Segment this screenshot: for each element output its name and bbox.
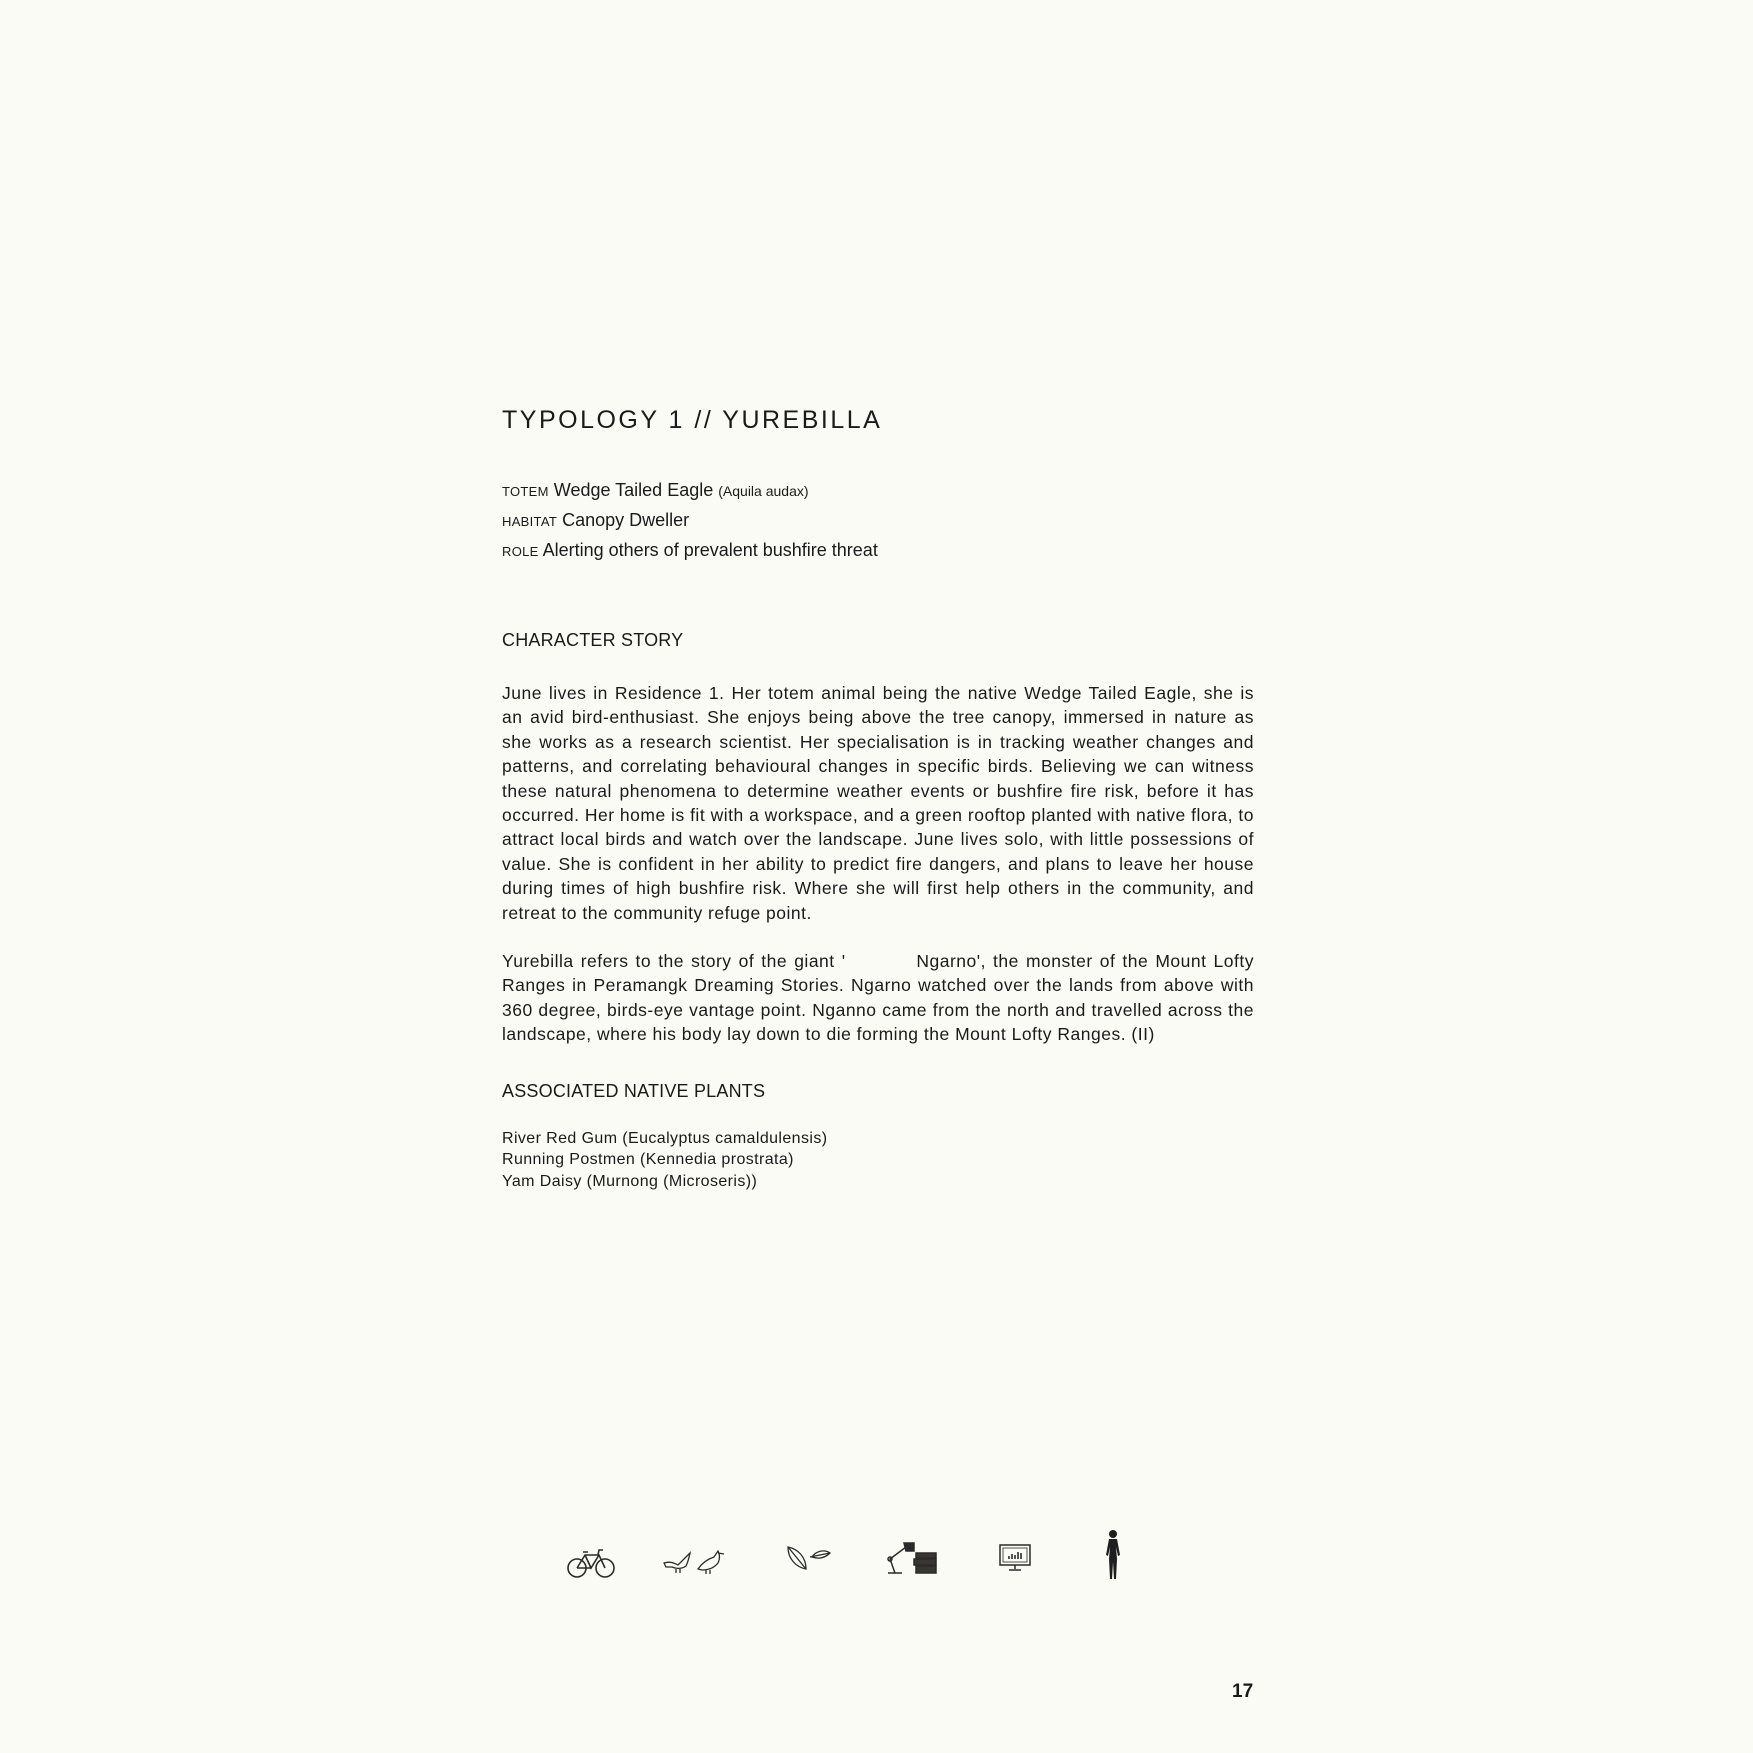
native-plants-list: [502, 1128, 1254, 1193]
birds-icon: [662, 1549, 728, 1599]
native-plants-heading: ASSOCIATED NATIVE PLANTS: [502, 1080, 766, 1101]
attributes: [502, 476, 1254, 566]
story-paragraph-2: Yurebilla refers to the story of the giant ' Ngarno', the monster of the Mount Lofty Ranges in Peramangk Dreaming Stories. Ngarno watched over the lands from above with 360 degree, birds-eye vantage point. Nganno came from the north and travelled across the landscape, where his body lay down to die forming the Mount Lofty Ranges. (II): [502, 951, 1260, 1045]
woman-silhouette-icon: [1102, 1529, 1124, 1579]
habitat-row: [502, 506, 1254, 536]
habitat-label: HABITAT: [502, 514, 558, 529]
page-number: 17: [1232, 1681, 1254, 1702]
desk-lamp-books-icon: [884, 1539, 938, 1589]
totem-value: Wedge Tailed Eagle: [553, 480, 714, 500]
page-title: TYPOLOGY 1 // YUREBILLA: [502, 406, 883, 434]
totem-label: TOTEM: [502, 484, 549, 499]
bicycle-icon: [566, 1547, 616, 1597]
page-content: [502, 400, 1260, 1192]
list-item: River Red Gum (Eucalyptus camaldulensis): [502, 1129, 828, 1147]
leaves-icon: [784, 1543, 834, 1593]
story-paragraph-1: June lives in Residence 1. Her totem animal being the native Wedge Tailed Eagle, she is an avid bird-enthusiast. She enjoys being above the tree canopy, immersed in nature as she works as a research scientist. Her specialisation is in tracking weather changes and patterns, and correlating behavioural changes in specific birds. Believing we can witness these natural phenomena to determine weather events or bushfire fire risk, before it has occurred. Her home is fit with a workspace, and a green rooftop planted with native flora, to attract local birds and watch over the landscape. June lives solo, with little possessions of value. She is confident in her ability to predict fire dangers, and plans to leave her house during times of high bushfire risk. Where she will first help others in the community, and retreat to the community refuge point.: [502, 683, 1254, 923]
habitat-value: Canopy Dweller: [562, 510, 690, 530]
list-item: Yam Daisy (Murnong (Microseris)): [502, 1172, 758, 1190]
role-row: [502, 536, 1254, 566]
character-story-heading: CHARACTER STORY: [502, 630, 684, 650]
character-story: [502, 681, 1260, 1047]
role-value: Alerting others of prevalent bushfire threat: [542, 540, 878, 560]
role-label: ROLE: [502, 544, 539, 559]
totem-latin: (Aquila audax): [718, 483, 809, 499]
computer-monitor-icon: [998, 1543, 1032, 1593]
icon-row: [560, 1535, 1140, 1595]
totem-row: [502, 476, 1254, 506]
list-item: Running Postmen (Kennedia prostrata): [502, 1151, 794, 1169]
